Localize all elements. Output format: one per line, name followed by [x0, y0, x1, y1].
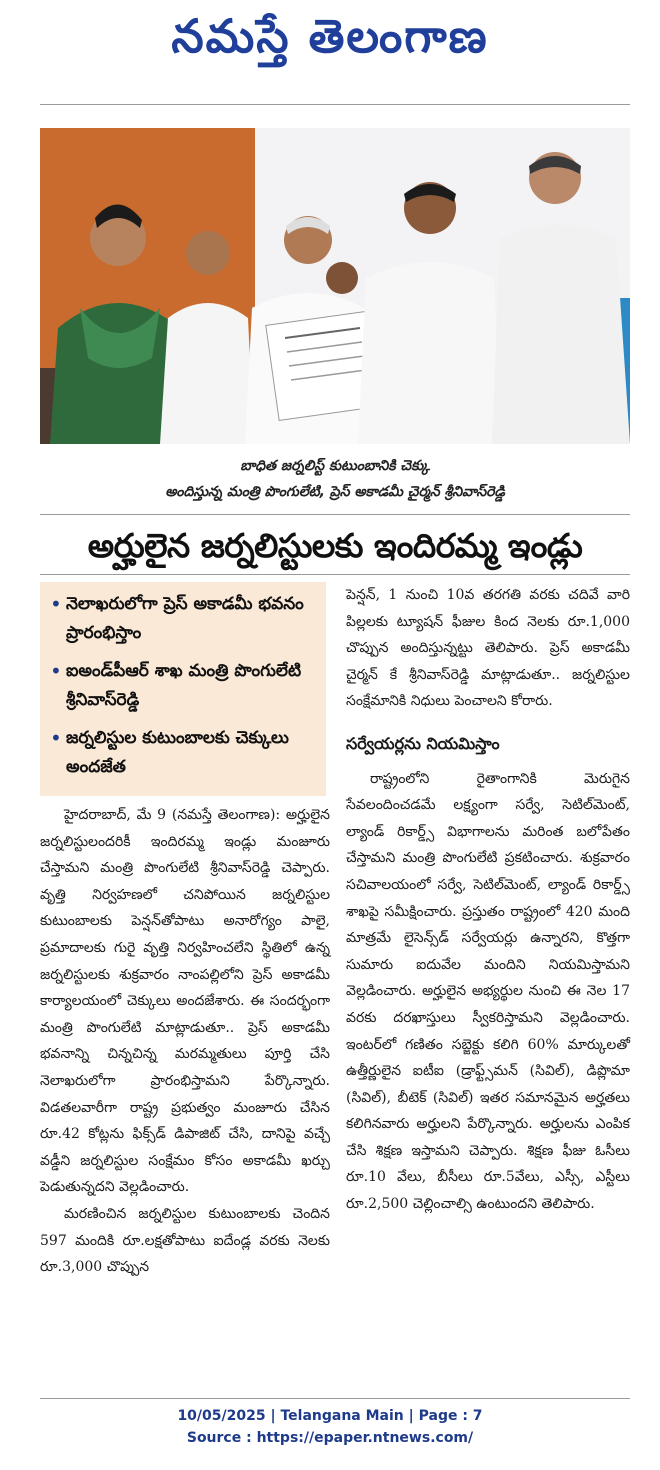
left-column	[40, 802, 330, 1281]
footer-date-page: 10/05/2025 | Telangana Main | Page : 7	[177, 1408, 483, 1424]
headline-rule	[40, 574, 630, 575]
bullet-icon: •	[50, 659, 62, 683]
highlights-box	[40, 582, 326, 796]
highlight-text: జర్నలిస్టుల కుటుంబాలకు చెక్కులు అందజేత	[66, 728, 289, 777]
footer-rule	[40, 1398, 630, 1399]
bullet-icon: •	[50, 592, 62, 616]
highlight-text: ఐఅండ్‌పీఆర్ శాఖ మంత్రి పొంగులేటి శ్రీనివాస్‌రెడ్డి	[66, 661, 302, 710]
right-intro: పెన్షన్, 1 నుంచి 10వ తరగతి వరకు చదివే వారి పిల్లలకు ట్యూషన్ ఫీజుల కింద నెలకు రూ.1,000 చొప్పున అందిస్తున్నట్టు తెలిపారు. ప్రెస్ అకాడమీ చైర్మన్ కే శ్రీనివాస్‌రెడ్డి మాట్లాడుతూ.. జర్నలిస్టుల సంక్షేమానికి నిధులు పెంచాలని కోరారు.	[346, 587, 630, 710]
footer-source: Source : https://epaper.ntnews.com/	[186, 1430, 474, 1446]
headline: అర్హులైన జర్నలిస్టులకు ఇందిరమ్మ ఇండ్లు	[87, 526, 583, 565]
highlight-item	[50, 657, 316, 715]
bullet-icon: •	[50, 726, 62, 750]
masthead-rule	[40, 104, 630, 105]
caption-rule	[40, 514, 630, 515]
highlight-item	[50, 724, 316, 782]
highlight-text: నెలాఖరులోగా ప్రెస్ అకాడమీ భవనం ప్రారంభిస్తాం	[66, 594, 304, 643]
news-photo	[40, 128, 630, 444]
caption-line-1: బాధిత జర్నలిస్ట్ కుటుంబానికి చెక్కు	[240, 458, 430, 474]
photo-icon	[40, 128, 630, 444]
subheading: సర్వేయర్లను నియమిస్తాం	[346, 733, 500, 753]
left-paragraph: మరణించిన జర్నలిస్టుల కుటుంబాలకు చెందిన 597 మందికి రూ.లక్షతోపాటు ఐదేండ్ల వరకు నెలకు రూ.3,000 చొప్పున	[40, 1205, 330, 1276]
highlight-item	[50, 590, 316, 648]
caption-line-2: అందిస్తున్న మంత్రి పొంగులేటి, ప్రెస్ అకాడమీ చైర్మన్ శ్రీనివాస్‌రెడ్డి	[165, 484, 505, 500]
right-column	[346, 582, 630, 1218]
masthead-title: నమస్తే తెలంగాణ	[171, 9, 489, 63]
left-paragraph: హైదరాబాద్, మే 9 (నమస్తే తెలంగాణ): అర్హులైన జర్నలిస్టులందరికీ ఇందిరమ్మ ఇండ్లు మంజూరు చేస్తామని మంత్రి పొంగులేటి శ్రీనివాస్‌రెడ్డి చెప్పారు. వృత్తి నిర్వహణలో చనిపోయిన జర్నలిస్టుల కుటుంబాలకు పెన్షన్‌తోపాటు అనారోగ్యం పాలై, ప్రమాదాలకు గురై వృత్తి నిర్వహించలేని స్థితిలో ఉన్న జర్నలిస్టులకు శుక్రవారం నాంపల్లిలోని ప్రెస్ అకాడమీ కార్యాలయంలో చెక్కులు అందజేశారు. ఈ సందర్భంగా మంత్రి పొంగులేటి మాట్లాడుతూ.. ప్రెస్ అకాడమీ భవనాన్ని చిన్నచిన్న మరమ్మతులు పూర్తి చేసి నెలాఖరులోగా ప్రారంభిస్తామని పేర్కొన్నారు. విడతలవారీగా రాష్ట్ర ప్రభుత్వం మంజూరు చేసిన రూ.42 కోట్లను ఫిక్స్‌డ్ డిపాజిట్ చేసి, దానిపై వచ్చే వడ్డీని జర్నలిస్టుల సంక్షేమం కోసం అకాడమీ ఖర్చు పెడుతున్నదని వెల్లడించారు.	[40, 807, 330, 1196]
right-paragraph: రాష్ట్రంలోని రైతాంగానికి మెరుగైన సేవలందించడమే లక్ష్యంగా సర్వే, సెటిల్‌మెంట్, ల్యాండ్ రికార్డ్స్ విభాగాలను మరింత బలోపేతం చేస్తామని మంత్రి పొంగులేటి ప్రకటించారు. శుక్రవారం సచివాలయంలో సర్వే, సెటిల్‌మెంట్, ల్యాండ్ రికార్డ్స్ శాఖపై సమీక్షించారు. ప్రస్తుతం రాష్ట్రంలో 420 మంది మాత్రమే లైసెన్స్‌డ్ సర్వేయర్లు ఉన్నారని, కొత్తగా సుమారు ఐదువేల మందిని నియమిస్తామని వెల్లడించారు. అర్హులైన అభ్యర్థుల నుంచి ఈ నెల 17 వరకు దరఖాస్తులు స్వీకరిస్తామని వెల్లడించారు. ఇంటర్‌లో గణితం సబ్జెక్టు కలిగి 60% మార్కులతో ఉత్తీర్ణులైన ఐటీఐ (డ్రాఫ్ట్స్‌మన్ (సివిల్), డిప్లొమా (సివిల్), బీటెక్ (సివిల్) ఇతర సమానమైన అర్హతలు కలిగినవారు అర్హులని పేర్కొన్నారు. అర్హులను ఎంపిక చేసి శిక్షణ ఇస్తామని చెప్పారు. శిక్షణ ఫీజు ఓసీలు రూ.10 వేలు, బీసీలు రూ.5వేలు, ఎస్సీ, ఎస్టీలు రూ.2,500 చెల్లించాల్సి ఉంటుందని తెలిపారు.	[346, 770, 630, 1213]
